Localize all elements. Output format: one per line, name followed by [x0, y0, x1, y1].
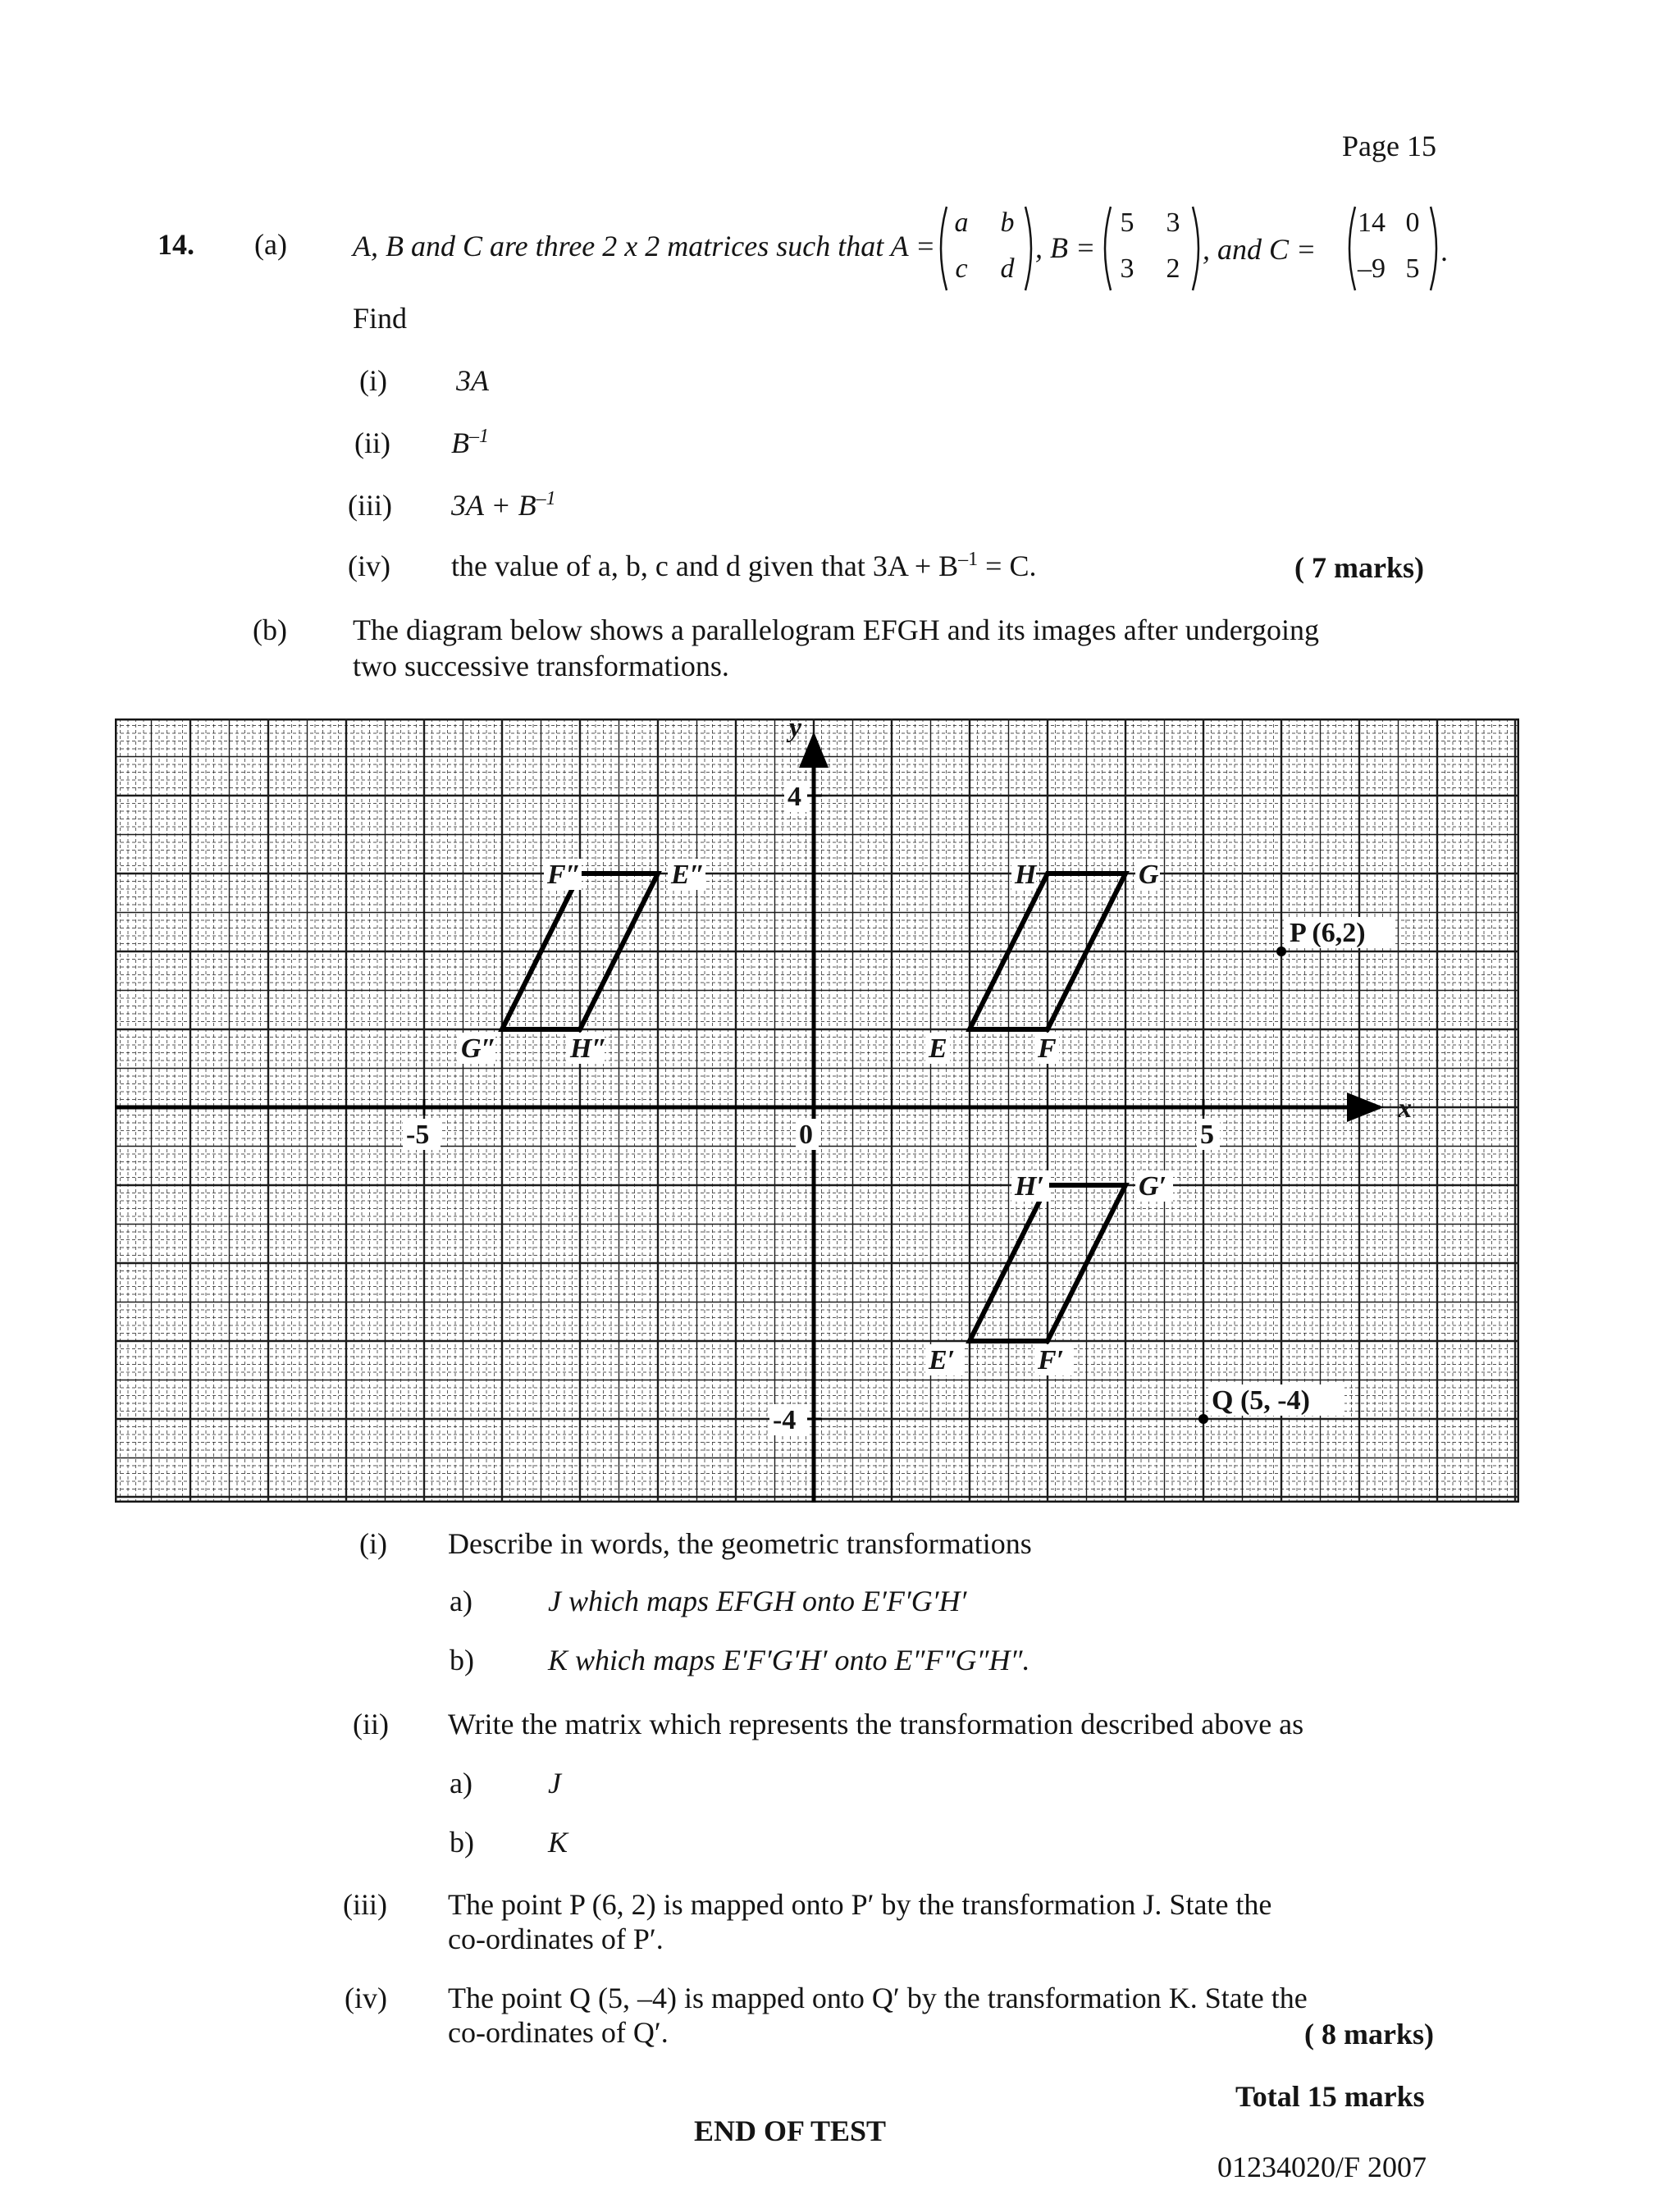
part-a-stem: A, B and C are three 2 x 2 matrices such that A =: [353, 230, 936, 262]
matrix-a-cell: c: [955, 253, 968, 284]
item-text: K: [548, 1826, 568, 1859]
part-a-label: (a): [254, 228, 287, 261]
item-num: (iii): [343, 1888, 387, 1921]
x-tick-label: -5: [406, 1120, 430, 1150]
y-tick-label: 4: [788, 782, 801, 812]
find-label: Find: [353, 302, 408, 335]
paper-code: 01234020/F 2007: [1217, 2151, 1427, 2183]
item-text: J which maps EFGH onto E′F′G′H′: [548, 1585, 967, 1617]
matrix-a: [937, 203, 1035, 294]
item-num: a): [450, 1585, 472, 1617]
vertex-label: H: [1015, 860, 1037, 890]
graph-border: [116, 719, 1518, 1502]
item-text: K which maps E′F′G′H′ onto E″F″G″H″.: [548, 1644, 1030, 1676]
question-number: 14.: [158, 228, 194, 261]
vertex-label: E′: [929, 1345, 956, 1375]
item-text: 3A: [456, 364, 489, 397]
item-text: $B^{-1}$: [451, 426, 489, 459]
matrix-a-cell: a: [954, 208, 969, 238]
item-num: b): [450, 1826, 474, 1859]
matrix-c-cell: 5: [1405, 253, 1420, 284]
sep-c: , and C =: [1203, 233, 1317, 266]
vertex-label: F′: [1038, 1345, 1065, 1375]
matrix-b-cell: 2: [1166, 253, 1180, 284]
point-p-label: P (6,2): [1290, 918, 1366, 948]
vertex-label: G″: [461, 1033, 497, 1064]
part-b-text: The diagram below shows a parallelogram EFGH and its images after undergoing: [353, 614, 1320, 646]
vertex-label: F″: [547, 860, 582, 890]
end-of-test: END OF TEST: [694, 2114, 887, 2147]
item-text: Write the matrix which represents the transformation described above as: [448, 1708, 1304, 1740]
sep-b: , B =: [1035, 231, 1096, 264]
point-q-label: Q (5, -4): [1212, 1385, 1310, 1416]
vertex-label: G′: [1139, 1171, 1167, 1202]
item-text: the value of a, b, c and d given that $3A + B^{-1} = C$.: [451, 549, 1037, 582]
matrix-b-cell: 3: [1120, 253, 1134, 284]
item-text: The point P (6, 2) is mapped onto P′ by the transformation J. State the: [448, 1888, 1272, 1921]
vertex-label: H″: [570, 1033, 608, 1064]
period: .: [1440, 235, 1448, 267]
point-marker: [1198, 1414, 1208, 1424]
item-num: (i): [359, 364, 387, 397]
vertex-label: H′: [1015, 1171, 1045, 1202]
item-num: (iv): [345, 1982, 387, 2014]
vertex-label: E″: [671, 860, 705, 890]
matrix-b-cell: 5: [1120, 208, 1134, 238]
transformation-diagram: [115, 718, 1519, 1503]
page-number: Page 15: [1342, 130, 1436, 162]
matrix-b: [1101, 203, 1203, 294]
item-num: (iii): [348, 489, 392, 522]
x-tick-label: 0: [799, 1120, 813, 1150]
matrix-a-cell: b: [1000, 208, 1015, 238]
item-text: co-ordinates of Q′.: [448, 2016, 669, 2049]
vertex-label: E: [929, 1033, 947, 1064]
y-axis-label: y: [789, 718, 802, 743]
item-text: co-ordinates of P′.: [448, 1923, 664, 1955]
item-num: (i): [359, 1527, 387, 1560]
matrix-c-cell: 14: [1358, 208, 1386, 238]
marks-a: ( 7 marks): [1294, 551, 1424, 584]
item-num: a): [450, 1767, 472, 1800]
item-text: Describe in words, the geometric transformations: [448, 1527, 1032, 1560]
total-marks: Total 15 marks: [1235, 2080, 1425, 2113]
y-tick-label: -4: [773, 1405, 797, 1435]
item-text: $3A + B^{-1}$: [451, 488, 556, 522]
x-axis-label: x: [1398, 1093, 1412, 1124]
marks-b: ( 8 marks): [1304, 2018, 1434, 2050]
item-num: (iv): [348, 550, 390, 582]
part-b-label: (b): [253, 614, 287, 646]
matrix-b-cell: 3: [1166, 208, 1180, 238]
matrix-c-cell: –9: [1358, 253, 1386, 284]
item-text: J: [548, 1767, 561, 1800]
item-num: (ii): [353, 1708, 389, 1740]
matrix-c-cell: 0: [1405, 208, 1420, 238]
vertex-label: G: [1139, 860, 1159, 890]
part-b-text: two successive transformations.: [353, 650, 729, 682]
point-marker: [1276, 947, 1286, 956]
item-text: The point Q (5, –4) is mapped onto Q′ by the transformation K. State the: [448, 1982, 1308, 2014]
vertex-label: F: [1038, 1033, 1057, 1064]
matrix-a-cell: d: [1000, 253, 1015, 284]
item-num: b): [450, 1644, 474, 1676]
x-tick-label: 5: [1200, 1120, 1214, 1150]
item-num: (ii): [354, 427, 390, 459]
matrix-c: [1345, 203, 1440, 294]
